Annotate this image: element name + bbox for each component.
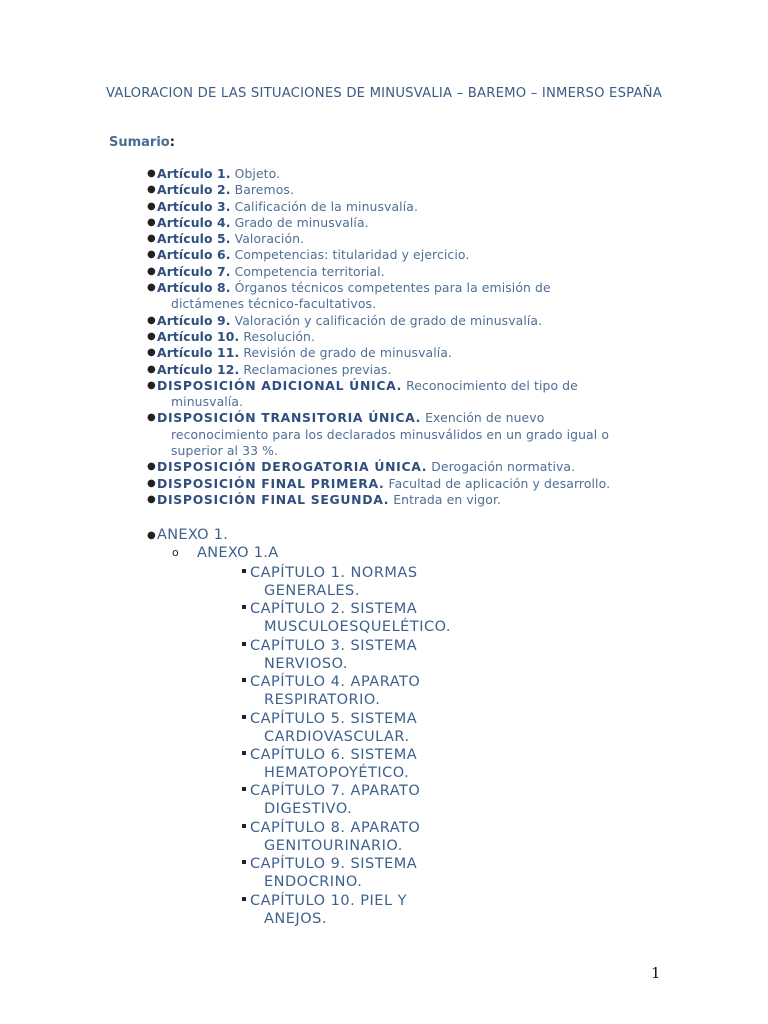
bullet-icon: ● [147, 184, 156, 196]
list-item[interactable] [147, 345, 647, 361]
annex-sub-label: ANEXO 1.A [197, 545, 279, 561]
bullet-icon: ● [147, 265, 156, 277]
chapter-item[interactable] [242, 819, 502, 855]
item-text: Revisión de grado de minusvalía. [243, 345, 453, 361]
item-continuation: reconocimiento para los declarados minusválidos en un grado igual o superior al 33 %. [171, 426, 609, 459]
item-text: Derogación normativa. [431, 459, 576, 475]
square-bullet-icon [242, 569, 246, 573]
item-text: Competencias: titularidad y ejercicio. [234, 247, 470, 263]
circle-bullet-icon: o [172, 546, 180, 559]
item-head: DISPOSICIÓN FINAL SEGUNDA. [157, 491, 390, 507]
chapter-line-1: CAPÍTULO 2. SISTEMA [250, 601, 418, 618]
chapter-line-1: CAPÍTULO 9. SISTEMA [250, 856, 418, 873]
list-item[interactable] [147, 182, 647, 198]
chapter-line-1: CAPÍTULO 8. APARATO [250, 819, 421, 836]
item-head: Artículo 4. [157, 214, 231, 230]
item-head: Artículo 3. [157, 198, 231, 214]
annex-section [147, 526, 547, 927]
item-text: Baremos. [234, 182, 294, 198]
square-bullet-icon [242, 642, 246, 646]
chapter-line-2: GENERALES. [264, 583, 360, 599]
chapter-line-1: CAPÍTULO 6. SISTEMA [250, 746, 418, 763]
item-head: Artículo 5. [157, 231, 231, 247]
bullet-icon: ● [147, 493, 156, 505]
item-text: Entrada en vigor. [393, 491, 502, 507]
list-item[interactable] [147, 459, 647, 475]
chapter-line-2: GENITOURINARIO. [264, 837, 403, 854]
document-title: VALORACION DE LAS SITUACIONES DE MINUSVALIA – BAREMO – INMERSO ESPAÑA [106, 86, 662, 101]
bullet-icon: ● [147, 347, 156, 359]
list-item[interactable] [147, 264, 647, 280]
chapter-item[interactable] [242, 637, 502, 673]
chapter-line-2: DIGESTIVO. [264, 801, 353, 818]
annex-item[interactable] [147, 526, 547, 544]
square-bullet-icon [242, 678, 246, 682]
chapter-line-1: CAPÍTULO 4. APARATO [250, 674, 421, 691]
item-text: Objeto. [234, 166, 281, 181]
square-bullet-icon [242, 751, 246, 755]
chapter-list [242, 564, 502, 928]
item-head: DISPOSICIÓN DEROGATORIA ÚNICA. [157, 459, 428, 475]
chapter-line-1: CAPÍTULO 10. PIEL Y [250, 892, 408, 909]
bullet-icon: ● [147, 249, 156, 261]
list-item[interactable] [147, 378, 647, 411]
bullet-icon: ● [147, 200, 156, 212]
bullet-icon: ● [147, 477, 156, 489]
item-head: Artículo 9. [157, 312, 231, 328]
item-head: Artículo 12. [157, 361, 240, 377]
bullet-icon: ● [147, 363, 156, 375]
item-head: DISPOSICIÓN FINAL PRIMERA. [157, 475, 385, 491]
list-item[interactable] [147, 247, 647, 263]
annex-label: ANEXO 1. [157, 527, 229, 543]
chapter-line-2: NERVIOSO. [264, 655, 349, 672]
list-item[interactable] [147, 410, 647, 459]
square-bullet-icon [242, 897, 246, 901]
chapter-item[interactable] [242, 564, 502, 600]
chapter-item[interactable] [242, 600, 502, 636]
list-item[interactable] [147, 313, 647, 329]
item-text: Calificación de la minusvalía. [234, 198, 418, 214]
item-head: DISPOSICIÓN ADICIONAL ÚNICA. [157, 377, 403, 393]
chapter-line-2: RESPIRATORIO. [264, 692, 381, 709]
list-item[interactable] [147, 231, 647, 247]
sumario-heading [109, 135, 175, 150]
item-head: Artículo 11. [157, 345, 240, 361]
square-bullet-icon [242, 824, 246, 828]
item-head: Artículo 1. [157, 166, 231, 181]
item-continuation: dictámenes técnico-facultativos. [171, 296, 377, 312]
page-number: 1 [651, 964, 661, 982]
chapter-item[interactable] [242, 746, 502, 782]
bullet-icon: ● [147, 530, 157, 541]
item-head: Artículo 6. [157, 247, 231, 263]
chapter-line-2: CARDIOVASCULAR. [264, 728, 410, 745]
chapter-line-2: MUSCULOESQUELÉTICO. [264, 619, 452, 636]
list-item[interactable] [147, 329, 647, 345]
item-text: Exención de nuevo [425, 410, 545, 426]
item-text: Reconocimiento del tipo de [406, 377, 578, 393]
list-item[interactable] [147, 215, 647, 231]
chapter-line-2: HEMATOPOYÉTICO. [264, 764, 410, 781]
item-text: Competencia territorial. [234, 263, 385, 279]
item-continuation: minusvalía. [171, 394, 244, 410]
list-item[interactable] [147, 280, 647, 313]
chapter-line-2: ENDOCRINO. [264, 874, 363, 891]
chapter-item[interactable] [242, 782, 502, 818]
item-text: Facultad de aplicación y desarrollo. [388, 475, 611, 491]
chapter-item[interactable] [242, 855, 502, 891]
bullet-icon: ● [147, 168, 156, 179]
annex-sub-item[interactable] [172, 545, 279, 561]
chapter-item[interactable] [242, 892, 502, 928]
square-bullet-icon [242, 860, 246, 864]
square-bullet-icon [242, 787, 246, 791]
chapter-line-1: CAPÍTULO 5. SISTEMA [250, 710, 418, 727]
item-text: Valoración. [234, 231, 305, 247]
bullet-icon: ● [147, 216, 156, 228]
chapter-item[interactable] [242, 710, 502, 746]
sumario-colon: : [169, 135, 175, 150]
article-list [147, 166, 647, 508]
list-item[interactable] [147, 492, 647, 508]
list-item[interactable] [147, 199, 647, 215]
item-text: Órganos técnicos competentes para la emisión de [234, 280, 551, 296]
square-bullet-icon [242, 715, 246, 719]
item-text: Valoración y calificación de grado de minusvalía. [234, 312, 543, 328]
item-head: Artículo 8. [157, 280, 231, 296]
item-head: Artículo 2. [157, 182, 231, 198]
square-bullet-icon [242, 605, 246, 609]
chapter-line-1: CAPÍTULO 3. SISTEMA [250, 637, 418, 654]
bullet-icon: ● [147, 461, 156, 473]
bullet-icon: ● [147, 233, 156, 245]
item-text: Reclamaciones previas. [243, 361, 392, 377]
list-item[interactable] [147, 166, 647, 182]
item-head: DISPOSICIÓN TRANSITORIA ÚNICA. [157, 410, 422, 426]
bullet-icon: ● [147, 379, 156, 391]
item-head: Artículo 10. [157, 328, 240, 344]
item-text: Grado de minusvalía. [234, 214, 369, 230]
sumario-label: Sumario [109, 135, 170, 150]
chapter-line-1: CAPÍTULO 1. NORMAS [250, 565, 418, 581]
chapter-item[interactable] [242, 673, 502, 709]
list-item[interactable] [147, 476, 647, 492]
bullet-icon: ● [147, 412, 156, 424]
bullet-icon: ● [147, 314, 156, 326]
chapter-line-1: CAPÍTULO 7. APARATO [250, 783, 421, 800]
bullet-icon: ● [147, 330, 156, 342]
list-item[interactable] [147, 362, 647, 378]
bullet-icon: ● [147, 282, 156, 294]
item-head: Artículo 7. [157, 263, 231, 279]
item-text: Resolución. [243, 328, 316, 344]
chapter-line-2: ANEJOS. [264, 910, 327, 927]
